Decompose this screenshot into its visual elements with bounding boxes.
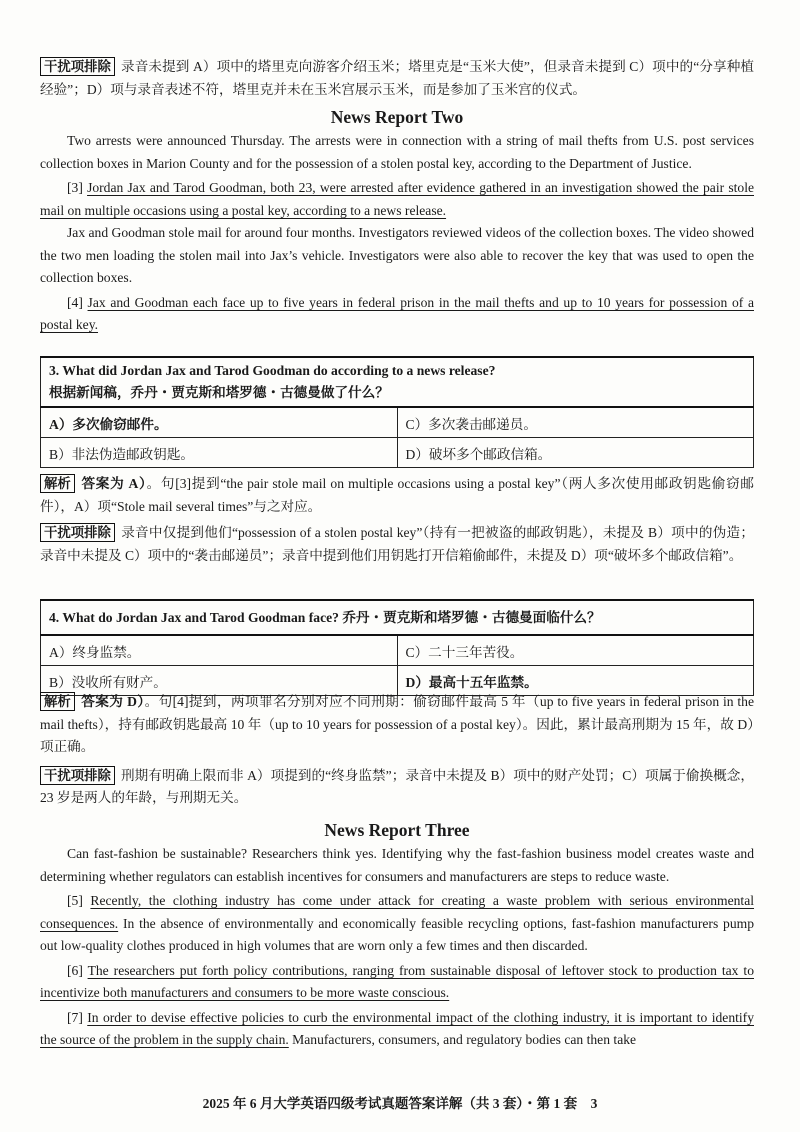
intro-text: 录音未提到 A）项中的塔里克向游客介绍玉米；塔里克是“玉米大使”，但录音未提到 C）项中的“分享种植经验”；D）项与录音表述不符，塔里克并未在玉米宫展示玉米，而是参加了玉米宫的仪式。 bbox=[40, 59, 754, 97]
question-3-english: 3. What did Jordan Jax and Tarod Goodman do according to a news release? bbox=[49, 363, 496, 378]
option-d: D）破坏多个邮政信箱。 bbox=[397, 438, 754, 468]
report-two-paragraph-2 bbox=[40, 177, 754, 222]
question-3-chinese: 根据新闻稿，乔丹・贾克斯和塔罗德・古德曼做了什么？ bbox=[49, 385, 389, 400]
paragraph-rest: In the absence of environmentally and economically feasible recycling options, fast-fashion manufacturers pump out low-quality clothes produced in high volumes that are worn only a few times and then discarded. bbox=[40, 915, 754, 953]
report-two-title: News Report Two bbox=[330, 107, 464, 127]
sentence-number: [5] bbox=[67, 893, 83, 908]
paragraph-rest: Manufacturers, consumers, and regulatory bodies can then take bbox=[288, 1032, 637, 1047]
question-3-analysis bbox=[40, 473, 754, 567]
option-b: B）没收所有财产。 bbox=[41, 666, 398, 696]
analysis-answer: 答案为 A） bbox=[80, 476, 147, 491]
distractor-tag: 干扰项排除 bbox=[40, 766, 115, 785]
report-three-paragraph-5 bbox=[40, 890, 754, 958]
question-3-stem bbox=[41, 357, 754, 407]
report-three-paragraph-7 bbox=[40, 1007, 754, 1052]
analysis-tag: 解析 bbox=[40, 692, 75, 711]
report-two-title-block bbox=[40, 104, 754, 130]
report-two-body bbox=[40, 130, 754, 337]
option-b: B）非法伪造邮政钥匙。 bbox=[41, 438, 398, 468]
question-4-analysis bbox=[40, 691, 754, 810]
distractor-text: 录音中仅提到他们“possession of a stolen postal key”（持有一把被盗的邮政钥匙），未提及 B）项中的伪造；录音中未提及 C）项中的“袭击邮递员”；录音中提到他们用钥匙打开信箱偷邮件，未提及 D）项“破坏多个邮政信箱”。 bbox=[40, 525, 754, 563]
question-3-block bbox=[40, 356, 754, 468]
question-4-table bbox=[40, 599, 754, 696]
report-two-paragraph-4 bbox=[40, 292, 754, 337]
report-three-title: News Report Three bbox=[324, 820, 470, 840]
analysis-tag: 解析 bbox=[40, 474, 75, 493]
report-three-body bbox=[40, 843, 754, 1052]
report-three-title-block bbox=[40, 817, 754, 843]
analysis-text: 。句[4]提到，两项罪名分别对应不同刑期：偷窃邮件最高 5 年（up to five years in federal prison in the mail thefts），持有邮政钥匙最高 10 年（up to 10 years for possession of a postal key）。因此，累计最高刑期为 15 年，故 D）项正确。 bbox=[40, 694, 754, 754]
distractor-text: 刑期有明确上限而非 A）项提到的“终身监禁”；录音中未提及 B）项中的财产处罚；C）项属于偷换概念，23 岁是两人的年龄，与刑期无关。 bbox=[40, 767, 754, 805]
analysis-answer: 答案为 D） bbox=[80, 694, 145, 709]
report-two-paragraph-1: Two arrests were announced Thursday. The arrests were in connection with a string of mail thefts from U.S. post services collection boxes in Marion County and for the possession of a stolen postal key, according to the Department of Justice. bbox=[40, 133, 754, 171]
option-d: D）最高十五年监禁。 bbox=[397, 666, 754, 696]
sentence-number: [3] bbox=[67, 180, 83, 195]
sentence-number: [7] bbox=[67, 1009, 83, 1025]
sentence-number: [4] bbox=[67, 294, 83, 310]
analysis-text: 。句[3]提到“the pair stole mail on multiple occasions using a postal key”（两人多次使用邮政钥匙偷窃邮件），A）项“Stole mail several times”与之对应。 bbox=[40, 476, 754, 514]
question-3-table bbox=[40, 356, 754, 468]
page-footer: 2025 年 6 月大学英语四级考试真题答案详解（共 3 套）・第 1 套 3 bbox=[202, 1096, 598, 1111]
underlined-sentence: Jordan Jax and Tarod Goodman, both 23, were arrested after evidence gathered in an investigation showed the pair stole mail on multiple occasions using a postal key, according to a news release. bbox=[40, 180, 754, 218]
report-two-paragraph-3: Jax and Goodman stole mail for around four months. Investigators reviewed videos of the collection boxes. The video showed the two men loading the stolen mail into Jax’s vehicle. Investigators were also able to recover the key that was used to open the collection boxes. bbox=[40, 225, 754, 285]
option-c: C）二十三年苦役。 bbox=[397, 635, 754, 666]
underlined-sentence: Jax and Goodman each face up to five years in federal prison in the mail thefts and up to 10 years for possession of a postal key. bbox=[40, 294, 754, 332]
report-three-paragraph-1: Can fast-fashion be sustainable? Researchers think yes. Identifying why the fast-fashion business model creates waste and determining whether regulators can establish incentives for consumers and manufacturers are steps to reduce waste. bbox=[40, 846, 754, 884]
option-c: C）多次袭击邮递员。 bbox=[397, 407, 754, 438]
distractor-tag: 干扰项排除 bbox=[40, 523, 115, 542]
underlined-sentence: Recently, the clothing industry has come under attack for creating a waste problem with serious environmental consequences. bbox=[40, 893, 755, 931]
distractor-tag: 干扰项排除 bbox=[40, 57, 115, 76]
underlined-sentence: The researchers put forth policy contributions, ranging from sustainable disposal of leftover stock to production tax to incentivize both manufacturers and consumers to be more waste conscious. bbox=[40, 962, 754, 1000]
question-4-stem: 4. What do Jordan Jax and Tarod Goodman face? 乔丹・贾克斯和塔罗德・古德曼面临什么？ bbox=[41, 600, 754, 635]
intro-section bbox=[40, 56, 754, 101]
report-three-paragraph-6 bbox=[40, 960, 754, 1005]
sentence-number: [6] bbox=[67, 962, 83, 978]
question-4-block bbox=[40, 599, 754, 696]
underlined-sentence: In order to devise effective policies to curb the environmental impact of the clothing industry, it is important to identify the source of the problem in the supply chain. bbox=[40, 1009, 754, 1047]
option-a: A）终身监禁。 bbox=[41, 635, 398, 666]
option-a: A）多次偷窃邮件。 bbox=[41, 407, 398, 438]
